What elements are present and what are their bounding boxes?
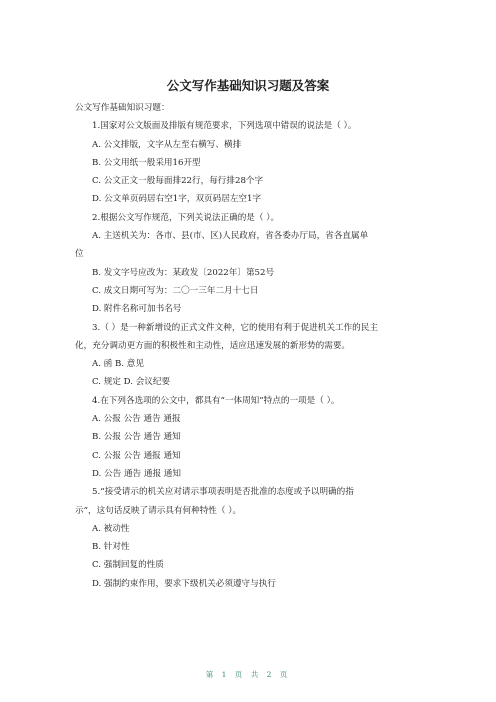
text-line: B. 公文用纸一般采用16开型 (92, 157, 201, 168)
text-line: D. 附件名称可加书名号 (92, 304, 182, 315)
text-line: 1.国家对公文版面及排版有规范要求，下列选项中错误的说法是（ ）。 (92, 121, 357, 132)
document-title: 公文写作基础知识习题及答案 (166, 78, 330, 93)
text-line: C. 公文正文一般每面排22行，每行排28个字 (92, 176, 264, 187)
text-line: A. 主送机关为：各市、县(市、区)人民政府，省各委办厅局，省各直属单 (92, 231, 369, 242)
text-line: D. 强制约束作用，要求下级机关必须遵守与执行 (92, 578, 276, 589)
page-footer: 第 1 页 共 2 页 (205, 670, 291, 679)
text-line: 2.根据公文写作规范，下列关说法正确的是（ ）。 (92, 212, 280, 223)
text-line: A. 公报 公告 通告 通报 (92, 414, 181, 425)
text-line: 4.在下列各选项的公文中，都具有“一体周知”特点的一项是（ ）。 (92, 395, 340, 406)
text-line: 公文写作基础知识习题： (75, 103, 170, 113)
text-line: D. 公告 通告 通报 通知 (92, 468, 181, 479)
text-line: A. 函 B. 意见 (92, 359, 144, 370)
text-line: D. 公文单页码居右空1字，双页码居左空1字 (92, 194, 262, 205)
text-line: 示”，这句话反映了请示具有何种特性（ ）。 (75, 505, 242, 516)
text-line: B. 公报 公告 通告 通知 (92, 432, 181, 443)
text-line: 5.“接受请示的机关应对请示事项表明是否批准的态度或予以明确的指 (92, 487, 354, 498)
text-line: B. 针对性 (92, 542, 130, 553)
text-line: 化，充分调动更方面的积极性和主动性，适应迅速发展的新形势的需要。 (75, 340, 351, 351)
text-line: C. 规定 D. 会议纪要 (92, 377, 171, 388)
text-line: C. 强制回复的性质 (92, 560, 164, 571)
text-line: C. 公报 公告 通报 通知 (92, 450, 181, 461)
text-line: C. 成文日期可写为：二〇一三年二月十七日 (92, 285, 259, 296)
document-body (75, 99, 425, 593)
text-line: 3.（ ）是一种新增设的正式文件文种，它的使用有利于促进机关工作的民主 (92, 322, 378, 333)
text-line: 位 (75, 249, 84, 260)
text-line: A. 公文排版，文字从左至右横写、横排 (92, 139, 242, 150)
text-line: B. 发文字号应改为：某政发〔2022年〕第52号 (92, 267, 275, 278)
text-line: A. 被动性 (92, 523, 130, 534)
